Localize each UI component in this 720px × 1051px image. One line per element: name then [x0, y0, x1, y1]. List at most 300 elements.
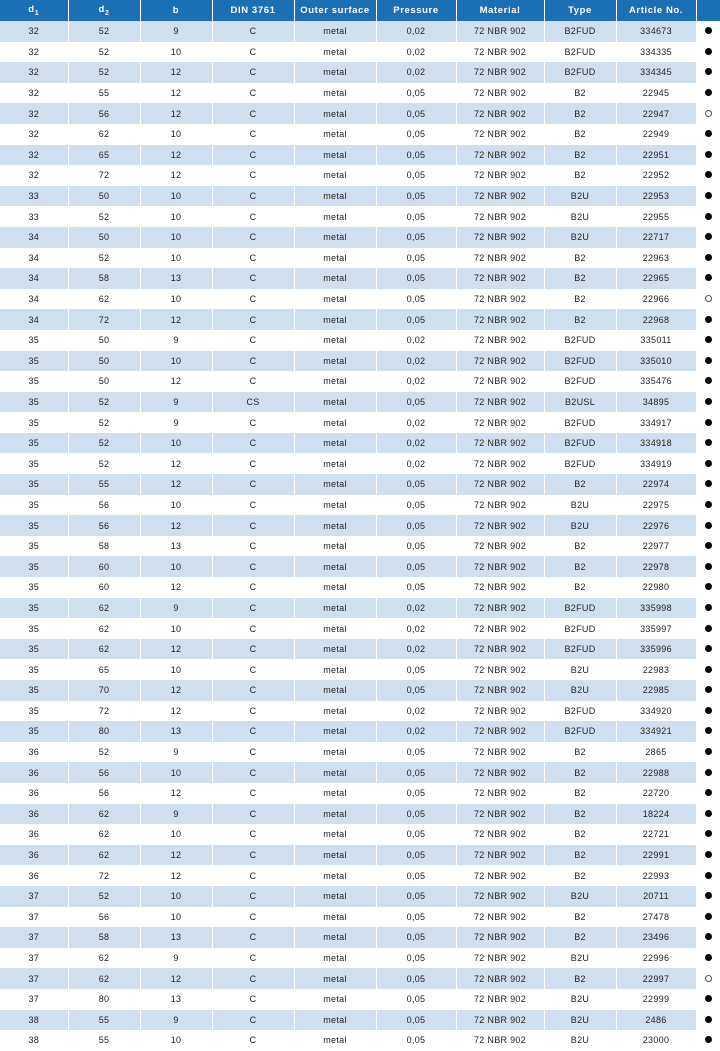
cell-col-7: B2FUD — [544, 618, 616, 639]
cell-col-1: 72 — [68, 165, 140, 186]
filled-circle-icon — [705, 274, 712, 281]
cell-col-0: 36 — [0, 865, 68, 886]
table-row — [0, 412, 720, 433]
cell-col-7: B2 — [544, 762, 616, 783]
table-row — [0, 845, 720, 866]
cell-col-3: C — [212, 742, 294, 763]
cell-col-3: C — [212, 824, 294, 845]
cell-col-0: 35 — [0, 639, 68, 660]
cell-col-6: 72 NBR 902 — [456, 103, 544, 124]
cell-col-0: 35 — [0, 453, 68, 474]
cell-col-1: 72 — [68, 309, 140, 330]
cell-col-7: B2U — [544, 680, 616, 701]
cell-col-0: 35 — [0, 433, 68, 454]
cell-col-6: 72 NBR 902 — [456, 21, 544, 42]
cell-col-8: 334917 — [616, 412, 696, 433]
cell-col-6: 72 NBR 902 — [456, 165, 544, 186]
cell-col-8: 22980 — [616, 577, 696, 598]
cell-col-0: 37 — [0, 927, 68, 948]
filled-circle-icon — [705, 727, 712, 734]
table-row — [0, 433, 720, 454]
cell-col-0: 37 — [0, 989, 68, 1010]
cell-col-8: 22991 — [616, 845, 696, 866]
cell-col-0: 38 — [0, 1030, 68, 1051]
cell-col-3: C — [212, 783, 294, 804]
filled-circle-icon — [705, 254, 712, 261]
cell-col-0: 32 — [0, 21, 68, 42]
cell-col-3: C — [212, 1030, 294, 1051]
stock-status-icon — [696, 165, 720, 186]
filled-circle-icon — [705, 625, 712, 632]
cell-col-1: 50 — [68, 351, 140, 372]
cell-col-7: B2U — [544, 948, 616, 969]
cell-col-5: 0,05 — [376, 680, 456, 701]
cell-col-0: 36 — [0, 783, 68, 804]
table-row — [0, 103, 720, 124]
cell-col-3: C — [212, 907, 294, 928]
cell-col-2: 10 — [140, 618, 212, 639]
cell-col-0: 33 — [0, 186, 68, 207]
cell-col-6: 72 NBR 902 — [456, 83, 544, 104]
cell-col-6: 72 NBR 902 — [456, 392, 544, 413]
cell-col-7: B2U — [544, 206, 616, 227]
stock-status-icon — [696, 206, 720, 227]
cell-col-0: 35 — [0, 330, 68, 351]
cell-col-7: B2U — [544, 1030, 616, 1051]
stock-status-icon — [696, 845, 720, 866]
cell-col-4: metal — [294, 453, 376, 474]
cell-col-6: 72 NBR 902 — [456, 351, 544, 372]
cell-col-5: 0,05 — [376, 165, 456, 186]
cell-col-3: C — [212, 145, 294, 166]
cell-col-0: 32 — [0, 165, 68, 186]
stock-status-icon — [696, 536, 720, 557]
cell-col-7: B2FUD — [544, 62, 616, 83]
cell-col-3: C — [212, 433, 294, 454]
cell-col-4: metal — [294, 989, 376, 1010]
cell-col-1: 60 — [68, 577, 140, 598]
cell-col-2: 10 — [140, 124, 212, 145]
cell-col-8: 22945 — [616, 83, 696, 104]
cell-col-2: 9 — [140, 21, 212, 42]
stock-status-icon — [696, 762, 720, 783]
cell-col-4: metal — [294, 1010, 376, 1031]
cell-col-1: 58 — [68, 268, 140, 289]
stock-status-icon — [696, 371, 720, 392]
cell-col-2: 13 — [140, 536, 212, 557]
table-row — [0, 495, 720, 516]
cell-col-5: 0,05 — [376, 783, 456, 804]
cell-col-3: C — [212, 62, 294, 83]
cell-col-5: 0,05 — [376, 227, 456, 248]
cell-col-8: 22988 — [616, 762, 696, 783]
stock-status-icon — [696, 598, 720, 619]
stock-status-icon — [696, 556, 720, 577]
stock-status-icon — [696, 289, 720, 310]
filled-circle-icon — [705, 851, 712, 858]
cell-col-6: 72 NBR 902 — [456, 907, 544, 928]
cell-col-6: 72 NBR 902 — [456, 845, 544, 866]
cell-col-4: metal — [294, 536, 376, 557]
cell-col-5: 0,02 — [376, 21, 456, 42]
cell-col-6: 72 NBR 902 — [456, 227, 544, 248]
table-row — [0, 21, 720, 42]
cell-col-8: 335997 — [616, 618, 696, 639]
cell-col-6: 72 NBR 902 — [456, 1030, 544, 1051]
cell-col-3: C — [212, 412, 294, 433]
cell-col-7: B2 — [544, 783, 616, 804]
table-row — [0, 598, 720, 619]
cell-col-4: metal — [294, 21, 376, 42]
filled-circle-icon — [705, 666, 712, 673]
cell-col-8: 22968 — [616, 309, 696, 330]
cell-col-4: metal — [294, 886, 376, 907]
cell-col-5: 0,02 — [376, 721, 456, 742]
cell-col-6: 72 NBR 902 — [456, 1010, 544, 1031]
cell-col-6: 72 NBR 902 — [456, 742, 544, 763]
cell-col-7: B2 — [544, 968, 616, 989]
cell-col-2: 10 — [140, 495, 212, 516]
cell-col-0: 35 — [0, 680, 68, 701]
cell-col-5: 0,05 — [376, 495, 456, 516]
cell-col-8: 22997 — [616, 968, 696, 989]
stock-status-icon — [696, 804, 720, 825]
cell-col-1: 55 — [68, 83, 140, 104]
cell-col-5: 0,05 — [376, 865, 456, 886]
cell-col-5: 0,02 — [376, 639, 456, 660]
cell-col-3: C — [212, 556, 294, 577]
cell-col-4: metal — [294, 927, 376, 948]
table-row — [0, 618, 720, 639]
cell-col-7: B2 — [544, 577, 616, 598]
cell-col-5: 0,05 — [376, 886, 456, 907]
cell-col-2: 12 — [140, 701, 212, 722]
table-row — [0, 145, 720, 166]
stock-status-icon — [696, 659, 720, 680]
table-row — [0, 268, 720, 289]
stock-status-icon — [696, 227, 720, 248]
filled-circle-icon — [705, 913, 712, 920]
table-row — [0, 680, 720, 701]
cell-col-0: 34 — [0, 248, 68, 269]
cell-col-2: 10 — [140, 659, 212, 680]
cell-col-1: 55 — [68, 474, 140, 495]
filled-circle-icon — [705, 151, 712, 158]
cell-col-3: C — [212, 330, 294, 351]
cell-col-6: 72 NBR 902 — [456, 721, 544, 742]
cell-col-3: CS — [212, 392, 294, 413]
cell-col-2: 10 — [140, 556, 212, 577]
cell-col-6: 72 NBR 902 — [456, 289, 544, 310]
table-row — [0, 206, 720, 227]
cell-col-7: B2 — [544, 907, 616, 928]
cell-col-2: 12 — [140, 680, 212, 701]
cell-col-1: 56 — [68, 103, 140, 124]
cell-col-2: 9 — [140, 412, 212, 433]
cell-col-1: 80 — [68, 989, 140, 1010]
cell-col-2: 9 — [140, 948, 212, 969]
cell-col-2: 10 — [140, 227, 212, 248]
cell-col-0: 35 — [0, 495, 68, 516]
table-row — [0, 392, 720, 413]
stock-status-icon — [696, 927, 720, 948]
stock-status-icon — [696, 948, 720, 969]
cell-col-7: B2U — [544, 1010, 616, 1031]
table-row — [0, 62, 720, 83]
cell-col-5: 0,05 — [376, 83, 456, 104]
cell-col-4: metal — [294, 659, 376, 680]
cell-col-3: C — [212, 124, 294, 145]
stock-status-icon — [696, 783, 720, 804]
cell-col-8: 34895 — [616, 392, 696, 413]
cell-col-3: C — [212, 927, 294, 948]
cell-col-5: 0,05 — [376, 989, 456, 1010]
cell-col-0: 35 — [0, 721, 68, 742]
stock-status-icon — [696, 824, 720, 845]
filled-circle-icon — [705, 233, 712, 240]
cell-col-5: 0,05 — [376, 907, 456, 928]
column-header-9 — [696, 0, 720, 21]
cell-col-5: 0,05 — [376, 124, 456, 145]
cell-col-1: 52 — [68, 21, 140, 42]
cell-col-1: 52 — [68, 412, 140, 433]
cell-col-2: 10 — [140, 289, 212, 310]
stock-status-icon — [696, 412, 720, 433]
cell-col-8: 335996 — [616, 639, 696, 660]
cell-col-6: 72 NBR 902 — [456, 927, 544, 948]
cell-col-1: 60 — [68, 556, 140, 577]
cell-col-4: metal — [294, 330, 376, 351]
cell-col-1: 55 — [68, 1010, 140, 1031]
cell-col-6: 72 NBR 902 — [456, 186, 544, 207]
cell-col-0: 36 — [0, 824, 68, 845]
cell-col-0: 35 — [0, 556, 68, 577]
cell-col-5: 0,02 — [376, 371, 456, 392]
cell-col-6: 72 NBR 902 — [456, 536, 544, 557]
cell-col-6: 72 NBR 902 — [456, 886, 544, 907]
cell-col-7: B2FUD — [544, 412, 616, 433]
column-header-3: DIN 3761 — [212, 0, 294, 21]
cell-col-5: 0,05 — [376, 145, 456, 166]
table-row — [0, 968, 720, 989]
cell-col-0: 38 — [0, 1010, 68, 1031]
column-header-7: Type — [544, 0, 616, 21]
cell-col-8: 22985 — [616, 680, 696, 701]
table-row — [0, 309, 720, 330]
cell-col-6: 72 NBR 902 — [456, 804, 544, 825]
table-body — [0, 21, 720, 1051]
cell-col-3: C — [212, 371, 294, 392]
cell-col-4: metal — [294, 248, 376, 269]
cell-col-4: metal — [294, 577, 376, 598]
cell-col-5: 0,02 — [376, 62, 456, 83]
cell-col-1: 58 — [68, 536, 140, 557]
table-row — [0, 371, 720, 392]
cell-col-4: metal — [294, 165, 376, 186]
cell-col-3: C — [212, 42, 294, 63]
cell-col-8: 334918 — [616, 433, 696, 454]
cell-col-7: B2FUD — [544, 351, 616, 372]
filled-circle-icon — [705, 398, 712, 405]
cell-col-1: 50 — [68, 330, 140, 351]
stock-status-icon — [696, 268, 720, 289]
cell-col-3: C — [212, 351, 294, 372]
stock-status-icon — [696, 21, 720, 42]
cell-col-1: 65 — [68, 659, 140, 680]
cell-col-6: 72 NBR 902 — [456, 783, 544, 804]
stock-status-icon — [696, 124, 720, 145]
cell-col-3: C — [212, 495, 294, 516]
cell-col-1: 52 — [68, 742, 140, 763]
stock-status-icon — [696, 248, 720, 269]
table-row — [0, 556, 720, 577]
cell-col-4: metal — [294, 289, 376, 310]
cell-col-0: 35 — [0, 577, 68, 598]
cell-col-8: 2865 — [616, 742, 696, 763]
filled-circle-icon — [705, 1036, 712, 1043]
cell-col-7: B2FUD — [544, 721, 616, 742]
cell-col-6: 72 NBR 902 — [456, 495, 544, 516]
filled-circle-icon — [705, 439, 712, 446]
cell-col-1: 62 — [68, 618, 140, 639]
cell-col-7: B2FUD — [544, 433, 616, 454]
table-row — [0, 474, 720, 495]
filled-circle-icon — [705, 645, 712, 652]
filled-circle-icon — [705, 130, 712, 137]
cell-col-1: 52 — [68, 433, 140, 454]
filled-circle-icon — [705, 336, 712, 343]
filled-circle-icon — [705, 192, 712, 199]
cell-col-4: metal — [294, 268, 376, 289]
cell-col-2: 10 — [140, 248, 212, 269]
cell-col-5: 0,05 — [376, 927, 456, 948]
cell-col-8: 22947 — [616, 103, 696, 124]
cell-col-8: 22951 — [616, 145, 696, 166]
cell-col-6: 72 NBR 902 — [456, 371, 544, 392]
cell-col-7: B2 — [544, 309, 616, 330]
cell-col-3: C — [212, 21, 294, 42]
cell-col-0: 34 — [0, 289, 68, 310]
cell-col-6: 72 NBR 902 — [456, 124, 544, 145]
cell-col-1: 65 — [68, 145, 140, 166]
cell-col-4: metal — [294, 618, 376, 639]
cell-col-3: C — [212, 618, 294, 639]
cell-col-0: 35 — [0, 701, 68, 722]
stock-status-icon — [696, 83, 720, 104]
table-row — [0, 762, 720, 783]
cell-col-7: B2 — [544, 268, 616, 289]
cell-col-1: 62 — [68, 968, 140, 989]
cell-col-5: 0,05 — [376, 824, 456, 845]
cell-col-5: 0,05 — [376, 845, 456, 866]
column-header-subscript: 2 — [104, 9, 110, 17]
cell-col-8: 22953 — [616, 186, 696, 207]
stock-status-icon — [696, 309, 720, 330]
table-row — [0, 886, 720, 907]
cell-col-7: B2 — [544, 742, 616, 763]
stock-status-icon — [696, 1010, 720, 1031]
cell-col-7: B2 — [544, 824, 616, 845]
cell-col-4: metal — [294, 371, 376, 392]
cell-col-8: 334921 — [616, 721, 696, 742]
filled-circle-icon — [705, 748, 712, 755]
cell-col-5: 0,05 — [376, 248, 456, 269]
cell-col-8: 22966 — [616, 289, 696, 310]
cell-col-0: 36 — [0, 742, 68, 763]
cell-col-0: 35 — [0, 371, 68, 392]
table-row — [0, 289, 720, 310]
cell-col-8: 22963 — [616, 248, 696, 269]
cell-col-8: 18224 — [616, 804, 696, 825]
cell-col-7: B2 — [544, 804, 616, 825]
table-row — [0, 227, 720, 248]
cell-col-3: C — [212, 248, 294, 269]
stock-status-icon — [696, 62, 720, 83]
table-row — [0, 536, 720, 557]
filled-circle-icon — [705, 89, 712, 96]
cell-col-7: B2 — [544, 289, 616, 310]
cell-col-0: 32 — [0, 83, 68, 104]
filled-circle-icon — [705, 933, 712, 940]
cell-col-0: 32 — [0, 103, 68, 124]
cell-col-3: C — [212, 83, 294, 104]
cell-col-1: 52 — [68, 248, 140, 269]
stock-status-icon — [696, 433, 720, 454]
cell-col-1: 58 — [68, 927, 140, 948]
cell-col-3: C — [212, 474, 294, 495]
filled-circle-icon — [705, 460, 712, 467]
cell-col-2: 10 — [140, 351, 212, 372]
cell-col-7: B2 — [544, 927, 616, 948]
cell-col-5: 0,05 — [376, 392, 456, 413]
cell-col-2: 12 — [140, 165, 212, 186]
cell-col-6: 72 NBR 902 — [456, 433, 544, 454]
cell-col-1: 55 — [68, 1030, 140, 1051]
cell-col-7: B2 — [544, 103, 616, 124]
cell-col-5: 0,05 — [376, 186, 456, 207]
stock-status-icon — [696, 907, 720, 928]
cell-col-8: 334345 — [616, 62, 696, 83]
cell-col-0: 35 — [0, 618, 68, 639]
cell-col-4: metal — [294, 948, 376, 969]
cell-col-8: 22949 — [616, 124, 696, 145]
cell-col-3: C — [212, 659, 294, 680]
cell-col-1: 62 — [68, 124, 140, 145]
cell-col-4: metal — [294, 392, 376, 413]
cell-col-5: 0,05 — [376, 968, 456, 989]
cell-col-8: 22975 — [616, 495, 696, 516]
table-row — [0, 659, 720, 680]
cell-col-7: B2 — [544, 474, 616, 495]
cell-col-5: 0,05 — [376, 206, 456, 227]
cell-col-3: C — [212, 804, 294, 825]
cell-col-1: 62 — [68, 804, 140, 825]
cell-col-4: metal — [294, 206, 376, 227]
table-row — [0, 927, 720, 948]
cell-col-3: C — [212, 598, 294, 619]
cell-col-8: 22955 — [616, 206, 696, 227]
cell-col-2: 10 — [140, 42, 212, 63]
cell-col-4: metal — [294, 412, 376, 433]
cell-col-1: 56 — [68, 762, 140, 783]
cell-col-8: 22952 — [616, 165, 696, 186]
cell-col-7: B2U — [544, 186, 616, 207]
cell-col-7: B2FUD — [544, 598, 616, 619]
cell-col-8: 2486 — [616, 1010, 696, 1031]
cell-col-0: 36 — [0, 804, 68, 825]
cell-col-3: C — [212, 186, 294, 207]
cell-col-0: 32 — [0, 62, 68, 83]
